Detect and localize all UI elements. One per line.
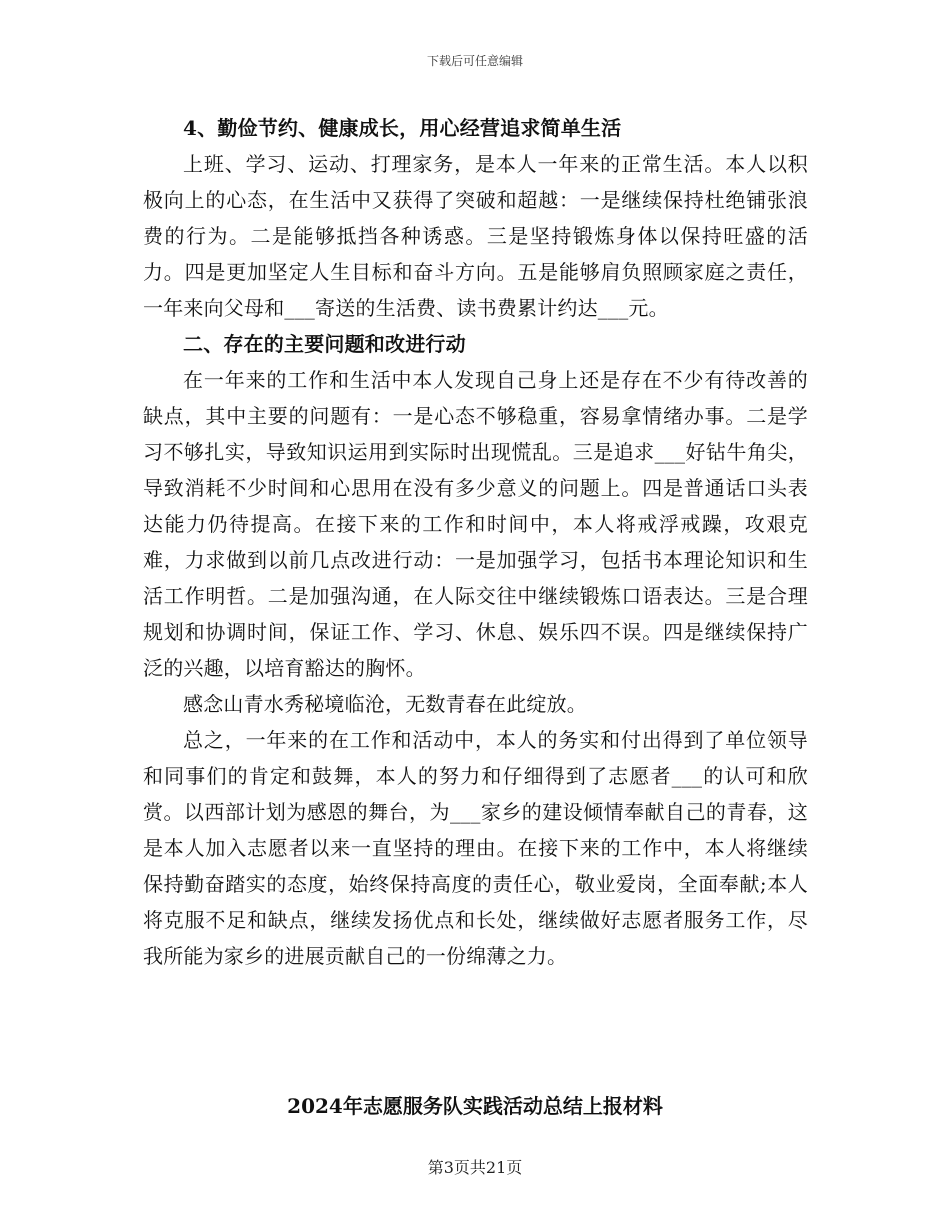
body-paragraph: 上班、学习、运动、打理家务，是本人一年来的正常生活。本人以积极向上的心态，在生活中又获得了突破和超越：一是继续保持杜绝铺张浪费的行为。二是能够抵挡各种诱惑。三是坚持锻炼身体以保持旺盛的活力。四是更加坚定人生目标和奋斗方向。五是能够肩负照顾家庭之责任，一年来向父母和___寄送的生活费、读书费累计约达___元。 (143, 152, 808, 320)
page-number: 第3页共21页 (427, 1158, 523, 1177)
body-paragraph: 在一年来的工作和生活中本人发现自己身上还是存在不少有待改善的缺点，其中主要的问题有：一是心态不够稳重，容易拿情绪办事。二是学习不够扎实，导致知识运用到实际时出现慌乱。三是追求___好钻牛角尖，导致消耗不少时间和心思用在没有多少意义的问题上。四是普通话口头表达能力仍待提高。在接下来的工作和时间中，本人将戒浮戒躁，攻艰克难，力求做到以前几点改进行动：一是加强学习，包括书本理论知识和生活工作明哲。二是加强沟通，在人际交往中继续锻炼口语表达。三是合理规划和协调时间，保证工作、学习、休息、娱乐四不误。四是继续保持广泛的兴趣，以培育豁达的胸怀。 (143, 368, 808, 680)
document-body (143, 110, 808, 974)
body-paragraph: 感念山青水秀秘境临沧，无数青春在此绽放。 (183, 692, 587, 716)
section-heading: 4、勤俭节约、健康成长，用心经营追求简单生活 (183, 116, 622, 140)
body-paragraph: 总之，一年来的在工作和活动中，本人的务实和付出得到了单位领导和同事们的肯定和鼓舞，本人的努力和仔细得到了志愿者___的认可和欣赏。以西部计划为感恩的舞台，为___家乡的建设倾情奉献自己的青春，这是本人加入志愿者以来一直坚持的理由。在接下来的工作中，本人将继续保持勤奋踏实的态度，始终保持高度的责任心，敬业爱岗，全面奉献;本人将克服不足和缺点，继续发扬优点和长处，继续做好志愿者服务工作，尽我所能为家乡的进展贡献自己的一份绵薄之力。 (143, 728, 808, 968)
section-heading: 二、存在的主要问题和改进行动 (183, 332, 466, 356)
header-note: 下载后可任意编辑 (426, 54, 523, 68)
document-title: 2024年志愿服务队实践活动总结上报材料 (287, 1094, 663, 1118)
